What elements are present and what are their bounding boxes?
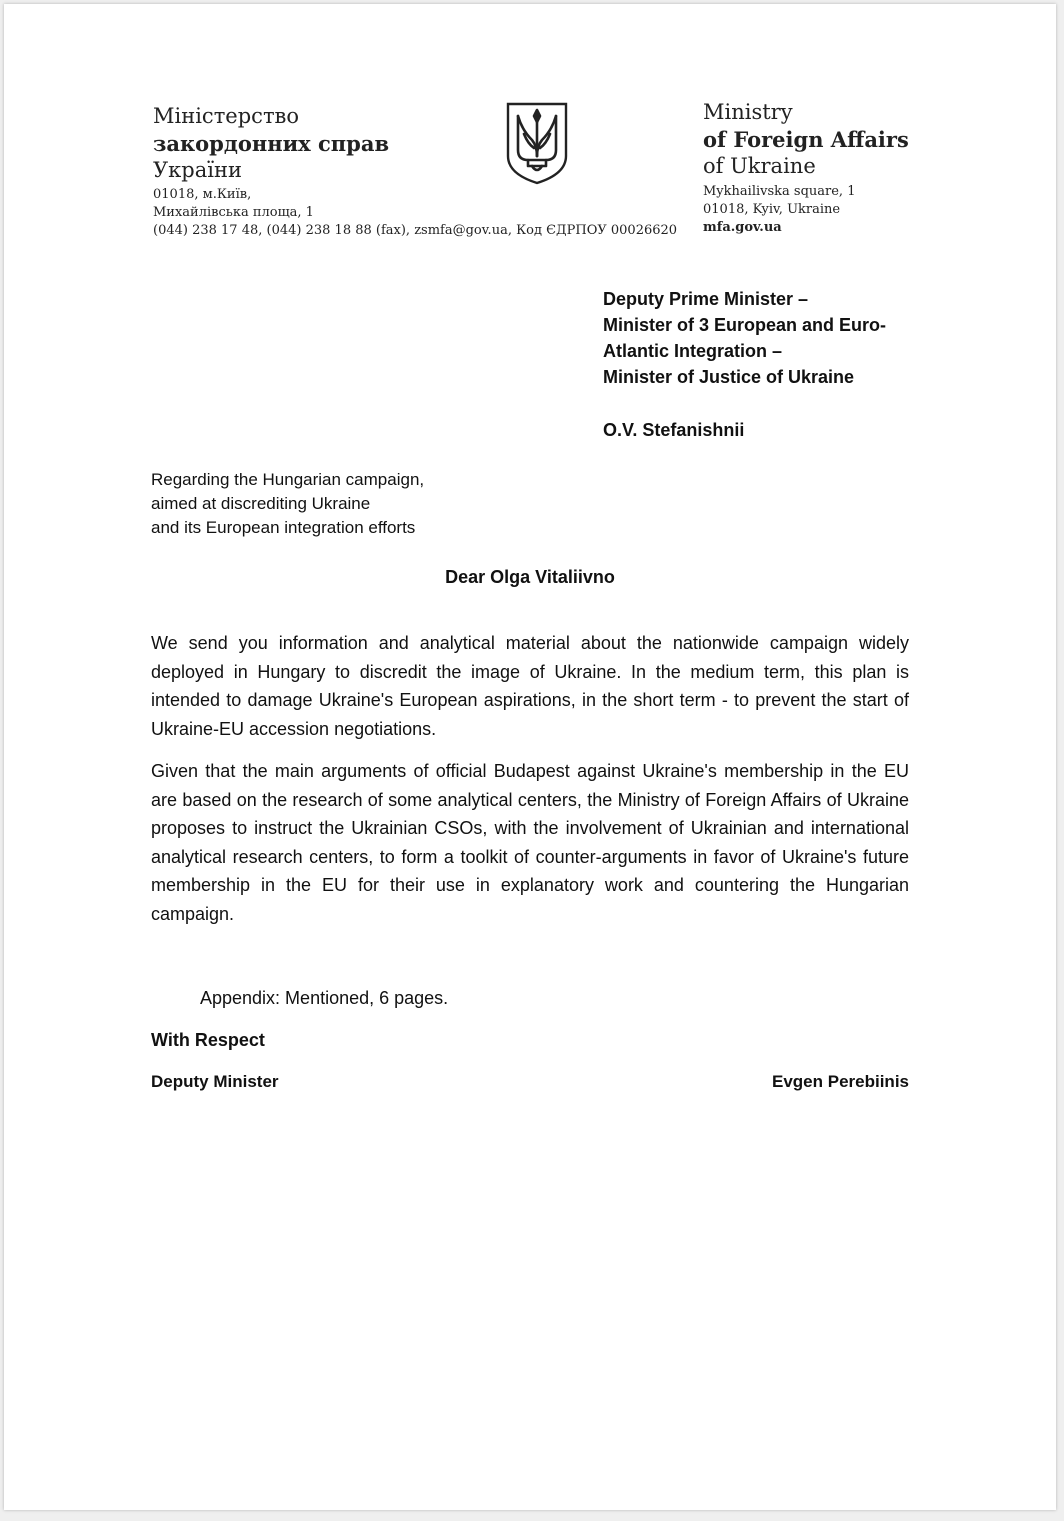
letterhead-en-line2: of Foreign Affairs — [703, 127, 909, 152]
closing: With Respect — [151, 1030, 265, 1050]
letterhead-ua-address2: Михайлівська площа, 1 — [153, 205, 314, 220]
salutation: Dear Olga Vitaliivno — [445, 567, 615, 587]
letterhead-ua-line2: закордонних справ — [153, 131, 390, 156]
appendix-note: Appendix: Mentioned, 6 pages. — [200, 988, 449, 1008]
addressee-line3: Atlantic Integration – — [603, 341, 783, 361]
letterhead-ua-line1: Міністерство — [153, 104, 300, 128]
addressee-line4: Minister of Justice of Ukraine — [603, 367, 855, 387]
addressee-line1: Deputy Prime Minister – — [603, 289, 809, 309]
letterhead-en-line1: Ministry — [703, 100, 793, 124]
body-paragraph-2: Given that the main arguments of official Budapest against Ukraine's membership in the EU are based on the research of some analytical centers, the Ministry of Foreign Affairs of Ukraine proposes to instruct the Ukrainian CSOs, with the involvement of Ukrainian and international analytical research centers, to form a toolkit of counter-arguments in favor of Ukraine's future membership in the EU for their use in explanatory work and countering the Hungarian campaign. — [151, 761, 909, 924]
letterhead-en-address — [703, 183, 943, 237]
body-paragraph-1: We send you information and analytical material about the nationwide campaign widely deployed in Hungary to discredit the image of Ukraine. In the medium term, this plan is intended to damage Ukraine's European aspirations, in the short term - to prevent the start of Ukraine-EU accession negotiations. — [151, 633, 909, 739]
subject-block — [151, 468, 481, 540]
ukraine-trident-icon — [504, 100, 570, 186]
letterhead-ua-contacts: (044) 238 17 48, (044) 238 18 88 (fax), zsmfa@gov.ua, Код ЄДРПОУ 00026620 — [153, 223, 678, 238]
subject-line2: aimed at discrediting Ukraine — [151, 494, 371, 513]
letter-page — [4, 4, 1056, 1510]
letterhead-ua-address1: 01018, м.Київ, — [153, 187, 252, 202]
addressee-name: O.V. Stefanishnii — [603, 420, 745, 440]
letterhead-en-address1: Mykhailivska square, 1 — [703, 184, 856, 199]
signature-title: Deputy Minister — [151, 1072, 279, 1091]
letterhead-ua-ministry-name — [153, 103, 389, 184]
letterhead-ua-address — [153, 186, 693, 240]
letterhead-en-website: mfa.gov.ua — [703, 220, 782, 235]
subject-line1: Regarding the Hungarian campaign, — [151, 470, 425, 489]
letterhead-en-ministry-name — [703, 99, 909, 180]
addressee-block — [603, 286, 963, 390]
letterhead-en-address2: 01018, Kyiv, Ukraine — [703, 202, 841, 217]
letterhead-en-line3: of Ukraine — [703, 154, 816, 178]
subject-line3: and its European integration efforts — [151, 518, 416, 537]
addressee-line2: Minister of 3 European and Euro- — [603, 315, 887, 335]
letterhead-ua-line3: України — [153, 158, 242, 182]
signature-name: Evgen Perebiinis — [772, 1072, 909, 1091]
